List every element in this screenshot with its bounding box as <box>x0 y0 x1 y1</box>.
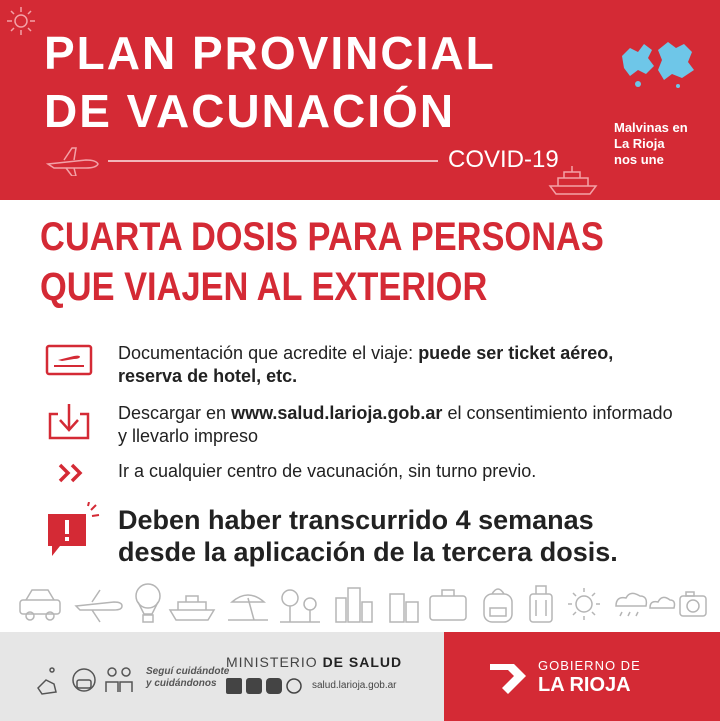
prevention-icons <box>36 662 136 698</box>
government-name: LA RIOJA <box>538 674 631 696</box>
headline-line-2: QUE VIAJEN AL EXTERIOR <box>40 265 488 309</box>
footer-website-link[interactable]: salud.larioja.gob.ar <box>312 680 397 691</box>
airplane-icon <box>46 146 100 176</box>
mask-face-icon <box>73 669 95 691</box>
cloud-icon <box>650 597 675 608</box>
title-line-2: DE VACUNACIÓN <box>44 85 456 137</box>
buildings-icon <box>390 594 418 622</box>
slogan: Seguí cuidándote y cuidándonos <box>146 666 230 689</box>
instagram-icon[interactable] <box>266 678 282 694</box>
trolley-suitcase-icon <box>530 586 552 622</box>
hand-wash-icon <box>38 668 56 694</box>
la-rioja-logo <box>488 658 528 698</box>
trees-icon <box>280 590 320 622</box>
airplane-icon <box>76 590 122 622</box>
car-icon <box>20 590 60 620</box>
consent-website-link[interactable]: www.salud.larioja.gob.ar <box>231 403 443 423</box>
government-label: GOBIERNO DE <box>538 658 641 673</box>
title-divider <box>108 160 438 162</box>
requirement-download-text: Descargar en www.salud.larioja.gob.ar el consentimiento informado y llevarlo impreso <box>118 403 673 446</box>
page-title <box>44 24 496 140</box>
alert-icon <box>44 502 102 560</box>
malvinas-badge <box>608 28 706 178</box>
footer <box>0 632 720 721</box>
headline <box>40 212 604 312</box>
download-icon <box>44 402 94 442</box>
header-banner <box>0 0 720 200</box>
islands-map-icon <box>618 36 698 92</box>
requirement-ticket-text: Documentación que acredite el viaje: puede ser ticket aéreo, reserva de hotel, etc. <box>118 343 614 386</box>
ministry-name: MINISTERIO DE SALUD <box>226 654 403 670</box>
twitter-icon[interactable] <box>246 678 262 694</box>
requirement-walk-in-text: Ir a cualquier centro de vacunación, sin turno previo. <box>118 461 537 481</box>
globe-icon[interactable] <box>287 679 301 693</box>
subtitle: COVID-19 <box>448 146 559 173</box>
sun-icon <box>568 588 600 620</box>
sun-icon <box>6 6 36 36</box>
suitcase-icon <box>430 590 466 620</box>
facebook-icon[interactable] <box>226 678 242 694</box>
social-icons <box>226 676 310 696</box>
distance-people-icon <box>106 668 132 692</box>
title-line-1: PLAN PROVINCIAL <box>44 27 496 79</box>
rain-cloud-icon <box>616 593 646 616</box>
beach-umbrella-icon <box>228 595 268 620</box>
hot-air-balloon-icon <box>136 584 160 622</box>
backpack-icon <box>484 589 512 622</box>
double-chevron-icon <box>56 460 96 486</box>
headline-line-1: CUARTA DOSIS PARA PERSONAS <box>40 215 604 259</box>
badge-line-3: nos une <box>614 152 664 167</box>
camera-icon <box>680 592 706 616</box>
city-buildings-icon <box>336 588 372 622</box>
ticket-icon <box>44 342 94 378</box>
badge-line-1: Malvinas en <box>614 120 688 135</box>
travel-icons-strip <box>18 582 708 626</box>
ship-icon <box>548 164 598 196</box>
badge-line-2: La Rioja <box>614 136 665 151</box>
ship-icon <box>170 596 214 620</box>
requirement-wait-period-text: Deben haber transcurrido 4 semanas desde la aplicación de la tercera dosis. <box>118 505 618 567</box>
